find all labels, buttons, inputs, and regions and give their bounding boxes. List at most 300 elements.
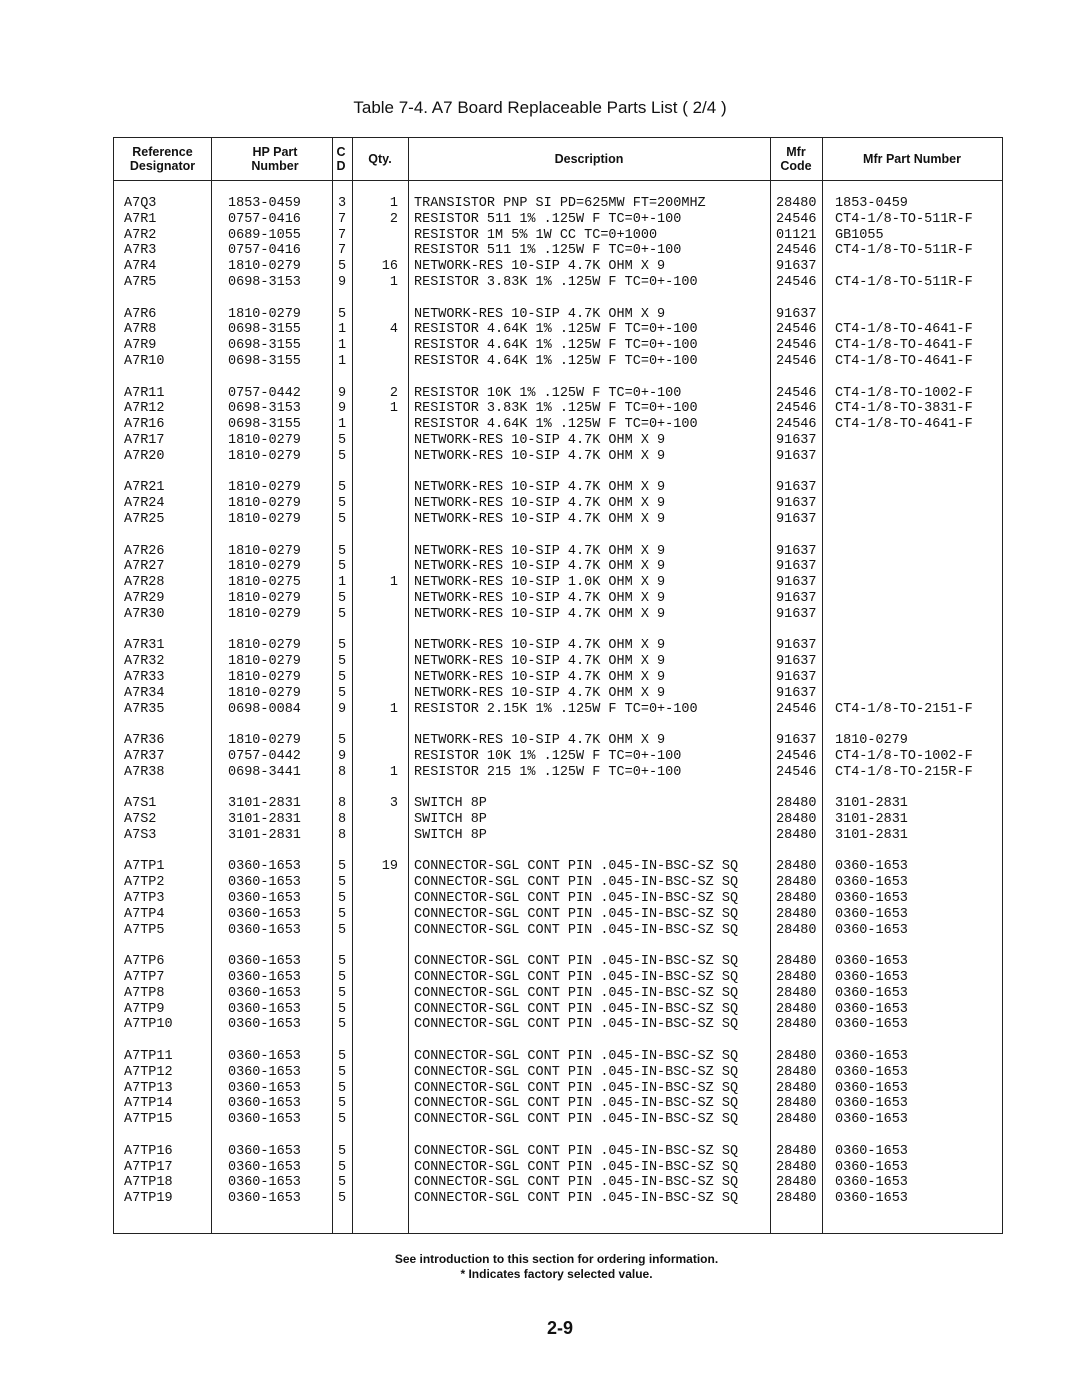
cell-hp-part-number: 0689-1055 — [228, 227, 301, 243]
cell-cd: 5 — [338, 1001, 347, 1017]
cell-description: NETWORK-RES 10-SIP 4.7K OHM X 9 — [414, 496, 666, 512]
cell-mfr-code: 24546 — [776, 764, 817, 780]
cell-reference-designator: A7S2 — [124, 812, 157, 828]
table-row — [114, 733, 1002, 749]
cell-cd: 8 — [338, 796, 347, 812]
cell-reference-designator: A7TP9 — [124, 1001, 165, 1017]
cell-description: CONNECTOR-SGL CONT PIN .045-IN-BSC-SZ SQ — [414, 922, 739, 938]
cell-reference-designator: A7R28 — [124, 575, 165, 591]
cell-qty: 1 — [389, 196, 398, 211]
cell-description: RESISTOR 4.64K 1% .125W F TC=0+-100 — [414, 353, 698, 369]
cell-mfr-part-number: 0360-1653 — [835, 1143, 908, 1159]
cell-description: CONNECTOR-SGL CONT PIN .045-IN-BSC-SZ SQ — [414, 1191, 739, 1207]
cell-hp-part-number: 1810-0279 — [228, 259, 301, 275]
cell-cd: 8 — [338, 812, 347, 828]
cell-mfr-part-number: 0360-1653 — [835, 875, 908, 891]
group-spacer — [114, 1128, 1002, 1144]
cell-mfr-part-number: 0360-1653 — [835, 1001, 908, 1017]
cell-description: NETWORK-RES 10-SIP 4.7K OHM X 9 — [414, 259, 666, 275]
cell-cd: 5 — [338, 1049, 347, 1065]
cell-description: RESISTOR 511 1% .125W F TC=0+-100 — [414, 211, 682, 227]
cell-hp-part-number: 1810-0279 — [228, 638, 301, 654]
cell-cd: 9 — [338, 701, 347, 717]
cell-description: CONNECTOR-SGL CONT PIN .045-IN-BSC-SZ SQ — [414, 985, 739, 1001]
cell-mfr-code: 28480 — [776, 196, 817, 211]
cell-description: RESISTOR 10K 1% .125W F TC=0+-100 — [414, 748, 682, 764]
cell-hp-part-number: 1853-0459 — [228, 196, 301, 211]
cell-hp-part-number: 0698-3441 — [228, 764, 301, 780]
table-row — [114, 1081, 1002, 1097]
cell-cd: 5 — [338, 590, 347, 606]
group-spacer — [114, 623, 1002, 639]
cell-cd: 5 — [338, 559, 347, 575]
cell-cd: 5 — [338, 638, 347, 654]
cell-mfr-code: 28480 — [776, 1096, 817, 1112]
cell-description: RESISTOR 511 1% .125W F TC=0+-100 — [414, 243, 682, 259]
cell-mfr-code: 28480 — [776, 1064, 817, 1080]
cell-description: CONNECTOR-SGL CONT PIN .045-IN-BSC-SZ SQ — [414, 1080, 739, 1096]
cell-hp-part-number: 0757-0416 — [228, 211, 301, 227]
cell-qty: 1 — [389, 764, 398, 780]
group-spacer — [114, 370, 1002, 386]
cell-mfr-code: 91637 — [776, 590, 817, 606]
table-row — [114, 607, 1002, 623]
cell-hp-part-number: 1810-0279 — [228, 448, 301, 464]
cell-description: NETWORK-RES 10-SIP 4.7K OHM X 9 — [414, 654, 666, 670]
cell-reference-designator: A7TP3 — [124, 891, 165, 907]
cell-mfr-code: 28480 — [776, 812, 817, 828]
cell-reference-designator: A7R37 — [124, 748, 165, 764]
cell-mfr-code: 24546 — [776, 748, 817, 764]
cell-qty: 16 — [381, 259, 398, 275]
cell-hp-part-number: 3101-2831 — [228, 827, 301, 843]
cell-description: CONNECTOR-SGL CONT PIN .045-IN-BSC-SZ SQ — [414, 891, 739, 907]
table-row — [114, 480, 1002, 496]
cell-mfr-code: 28480 — [776, 1143, 817, 1159]
table-row — [114, 749, 1002, 765]
table-row — [114, 338, 1002, 354]
cell-description: CONNECTOR-SGL CONT PIN .045-IN-BSC-SZ SQ — [414, 1143, 739, 1159]
cell-description: CONNECTOR-SGL CONT PIN .045-IN-BSC-SZ SQ — [414, 1175, 739, 1191]
cell-reference-designator: A7TP5 — [124, 922, 165, 938]
cell-cd: 3 — [338, 196, 347, 211]
cell-cd: 7 — [338, 227, 347, 243]
cell-reference-designator: A7R1 — [124, 211, 157, 227]
table-row — [114, 544, 1002, 560]
cell-cd: 7 — [338, 211, 347, 227]
cell-mfr-part-number: 0360-1653 — [835, 1064, 908, 1080]
cell-mfr-code: 24546 — [776, 385, 817, 401]
table-row — [114, 686, 1002, 702]
cell-cd: 5 — [338, 906, 347, 922]
cell-reference-designator: A7R16 — [124, 417, 165, 433]
cell-mfr-part-number: 0360-1653 — [835, 1191, 908, 1207]
table-header — [114, 138, 1002, 181]
cell-description: NETWORK-RES 10-SIP 4.7K OHM X 9 — [414, 480, 666, 496]
cell-description: SWITCH 8P — [414, 796, 487, 812]
cell-reference-designator: A7R29 — [124, 590, 165, 606]
group-spacer — [114, 780, 1002, 796]
cell-mfr-code: 01121 — [776, 227, 817, 243]
cell-cd: 5 — [338, 306, 347, 322]
cell-reference-designator: A7TP11 — [124, 1049, 173, 1065]
cell-mfr-part-number: 0360-1653 — [835, 1096, 908, 1112]
cell-mfr-code: 28480 — [776, 985, 817, 1001]
cell-mfr-code: 28480 — [776, 906, 817, 922]
cell-reference-designator: A7R10 — [124, 353, 165, 369]
cell-description: SWITCH 8P — [414, 812, 487, 828]
cell-reference-designator: A7R36 — [124, 733, 165, 749]
cell-cd: 5 — [338, 654, 347, 670]
cell-mfr-part-number: 0360-1653 — [835, 954, 908, 970]
cell-hp-part-number: 0360-1653 — [228, 891, 301, 907]
table-row — [114, 638, 1002, 654]
cell-cd: 5 — [338, 875, 347, 891]
cell-mfr-part-number: 0360-1653 — [835, 859, 908, 875]
cell-description: NETWORK-RES 10-SIP 4.7K OHM X 9 — [414, 448, 666, 464]
cell-cd: 5 — [338, 1175, 347, 1191]
cell-description: RESISTOR 3.83K 1% .125W F TC=0+-100 — [414, 401, 698, 417]
cell-description: RESISTOR 2.15K 1% .125W F TC=0+-100 — [414, 701, 698, 717]
cell-cd: 9 — [338, 385, 347, 401]
table-row — [114, 559, 1002, 575]
cell-mfr-code: 28480 — [776, 1159, 817, 1175]
cell-hp-part-number: 0360-1653 — [228, 1049, 301, 1065]
cell-mfr-part-number: 0360-1653 — [835, 1159, 908, 1175]
cell-cd: 8 — [338, 827, 347, 843]
cell-cd: 9 — [338, 401, 347, 417]
cell-cd: 1 — [338, 338, 347, 354]
table-row — [114, 228, 1002, 244]
cell-description: CONNECTOR-SGL CONT PIN .045-IN-BSC-SZ SQ — [414, 1159, 739, 1175]
cell-reference-designator: A7TP18 — [124, 1175, 173, 1191]
header-reference-designator: Reference Designator — [129, 145, 196, 173]
cell-hp-part-number: 0360-1653 — [228, 1001, 301, 1017]
cell-cd: 5 — [338, 1112, 347, 1128]
cell-qty: 4 — [389, 322, 398, 338]
table-row — [114, 812, 1002, 828]
cell-mfr-part-number: CT4-1/8-TO-1002-F — [835, 748, 973, 764]
cell-reference-designator: A7R11 — [124, 385, 165, 401]
cell-mfr-part-number: 0360-1653 — [835, 922, 908, 938]
table-row — [114, 275, 1002, 291]
cell-mfr-part-number: 3101-2831 — [835, 796, 908, 812]
cell-reference-designator: A7R20 — [124, 448, 165, 464]
cell-reference-designator: A7R5 — [124, 274, 157, 290]
cell-reference-designator: A7Q3 — [124, 196, 157, 211]
table-body — [114, 196, 1002, 1207]
cell-mfr-code: 91637 — [776, 559, 817, 575]
cell-description: NETWORK-RES 10-SIP 4.7K OHM X 9 — [414, 511, 666, 527]
cell-mfr-code: 24546 — [776, 211, 817, 227]
cell-cd: 5 — [338, 511, 347, 527]
cell-cd: 1 — [338, 575, 347, 591]
table-row — [114, 417, 1002, 433]
table-row — [114, 575, 1002, 591]
cell-hp-part-number: 0360-1653 — [228, 1143, 301, 1159]
cell-qty: 19 — [381, 859, 398, 875]
cell-mfr-code: 91637 — [776, 606, 817, 622]
cell-cd: 5 — [338, 543, 347, 559]
cell-reference-designator: A7TP1 — [124, 859, 165, 875]
factory-selected-note: * Indicates factory selected value. — [460, 1267, 653, 1281]
cell-description: RESISTOR 3.83K 1% .125W F TC=0+-100 — [414, 274, 698, 290]
cell-mfr-code: 28480 — [776, 1049, 817, 1065]
cell-mfr-part-number: 0360-1653 — [835, 891, 908, 907]
cell-hp-part-number: 0360-1653 — [228, 1064, 301, 1080]
cell-reference-designator: A7TP2 — [124, 875, 165, 891]
cell-description: RESISTOR 1M 5% 1W CC TC=0+1000 — [414, 227, 658, 243]
cell-description: NETWORK-RES 10-SIP 1.0K OHM X 9 — [414, 575, 666, 591]
cell-reference-designator: A7R27 — [124, 559, 165, 575]
cell-cd: 5 — [338, 432, 347, 448]
cell-mfr-code: 28480 — [776, 1175, 817, 1191]
cell-hp-part-number: 1810-0279 — [228, 543, 301, 559]
cell-reference-designator: A7R31 — [124, 638, 165, 654]
cell-hp-part-number: 0360-1653 — [228, 985, 301, 1001]
cell-qty: 1 — [389, 401, 398, 417]
cell-mfr-code: 91637 — [776, 575, 817, 591]
group-spacer — [114, 938, 1002, 954]
cell-mfr-code: 91637 — [776, 733, 817, 749]
cell-hp-part-number: 1810-0279 — [228, 306, 301, 322]
table-row — [114, 907, 1002, 923]
cell-mfr-part-number: CT4-1/8-TO-4641-F — [835, 417, 973, 433]
cell-mfr-part-number: 0360-1653 — [835, 970, 908, 986]
cell-cd: 1 — [338, 322, 347, 338]
table-row — [114, 859, 1002, 875]
cell-reference-designator: A7TP16 — [124, 1143, 173, 1159]
cell-hp-part-number: 1810-0279 — [228, 511, 301, 527]
cell-hp-part-number: 0360-1653 — [228, 859, 301, 875]
cell-mfr-code: 24546 — [776, 274, 817, 290]
cell-mfr-part-number: 0360-1653 — [835, 1112, 908, 1128]
table-row — [114, 322, 1002, 338]
cell-cd: 5 — [338, 970, 347, 986]
table-row — [114, 670, 1002, 686]
cell-mfr-code: 24546 — [776, 322, 817, 338]
cell-mfr-code: 24546 — [776, 417, 817, 433]
table-row — [114, 1191, 1002, 1207]
cell-mfr-part-number: 0360-1653 — [835, 1017, 908, 1033]
cell-reference-designator: A7TP7 — [124, 970, 165, 986]
header-cd: C D — [336, 145, 346, 173]
cell-mfr-part-number: 0360-1653 — [835, 985, 908, 1001]
cell-reference-designator: A7TP6 — [124, 954, 165, 970]
cell-hp-part-number: 0360-1653 — [228, 906, 301, 922]
cell-description: RESISTOR 4.64K 1% .125W F TC=0+-100 — [414, 322, 698, 338]
table-row — [114, 986, 1002, 1002]
cell-cd: 1 — [338, 353, 347, 369]
cell-description: NETWORK-RES 10-SIP 4.7K OHM X 9 — [414, 733, 666, 749]
cell-description: NETWORK-RES 10-SIP 4.7K OHM X 9 — [414, 432, 666, 448]
cell-reference-designator: A7R9 — [124, 338, 157, 354]
cell-reference-designator: A7R30 — [124, 606, 165, 622]
cell-mfr-code: 28480 — [776, 1191, 817, 1207]
table-row — [114, 828, 1002, 844]
cell-reference-designator: A7R34 — [124, 685, 165, 701]
table-row — [114, 875, 1002, 891]
cell-hp-part-number: 1810-0279 — [228, 733, 301, 749]
cell-description: CONNECTOR-SGL CONT PIN .045-IN-BSC-SZ SQ — [414, 1064, 739, 1080]
cell-qty: 1 — [389, 575, 398, 591]
cell-reference-designator: A7R35 — [124, 701, 165, 717]
cell-reference-designator: A7R32 — [124, 654, 165, 670]
cell-description: CONNECTOR-SGL CONT PIN .045-IN-BSC-SZ SQ — [414, 906, 739, 922]
group-spacer — [114, 717, 1002, 733]
table-title: Table 7-4. A7 Board Replaceable Parts List ( 2/4 ) — [353, 98, 727, 117]
table-row — [114, 1096, 1002, 1112]
cell-qty: 1 — [389, 274, 398, 290]
cell-hp-part-number: 3101-2831 — [228, 812, 301, 828]
cell-mfr-code: 91637 — [776, 432, 817, 448]
cell-mfr-code: 91637 — [776, 496, 817, 512]
cell-cd: 5 — [338, 1017, 347, 1033]
cell-reference-designator: A7R26 — [124, 543, 165, 559]
cell-mfr-code: 91637 — [776, 306, 817, 322]
cell-reference-designator: A7S3 — [124, 827, 157, 843]
cell-hp-part-number: 0698-3155 — [228, 338, 301, 354]
cell-mfr-code: 28480 — [776, 1017, 817, 1033]
cell-mfr-part-number: 0360-1653 — [835, 906, 908, 922]
cell-mfr-code: 91637 — [776, 638, 817, 654]
cell-mfr-code: 28480 — [776, 891, 817, 907]
table-row — [114, 1049, 1002, 1065]
cell-hp-part-number: 0360-1653 — [228, 1096, 301, 1112]
cell-hp-part-number: 0698-3153 — [228, 274, 301, 290]
cell-cd: 5 — [338, 1096, 347, 1112]
cell-description: CONNECTOR-SGL CONT PIN .045-IN-BSC-SZ SQ — [414, 1096, 739, 1112]
cell-mfr-part-number: CT4-1/8-TO-4641-F — [835, 338, 973, 354]
cell-hp-part-number: 1810-0279 — [228, 559, 301, 575]
cell-reference-designator: A7S1 — [124, 796, 157, 812]
table-row — [114, 654, 1002, 670]
cell-reference-designator: A7TP8 — [124, 985, 165, 1001]
group-spacer — [114, 1033, 1002, 1049]
cell-reference-designator: A7R17 — [124, 432, 165, 448]
table-row — [114, 401, 1002, 417]
cell-cd: 5 — [338, 1080, 347, 1096]
cell-hp-part-number: 0698-3155 — [228, 322, 301, 338]
cell-reference-designator: A7TP12 — [124, 1064, 173, 1080]
cell-hp-part-number: 1810-0279 — [228, 685, 301, 701]
cell-cd: 5 — [338, 496, 347, 512]
cell-description: CONNECTOR-SGL CONT PIN .045-IN-BSC-SZ SQ — [414, 1049, 739, 1065]
cell-hp-part-number: 0360-1653 — [228, 1159, 301, 1175]
cell-mfr-part-number: 0360-1653 — [835, 1049, 908, 1065]
parts-table — [113, 137, 1003, 1234]
table-row — [114, 496, 1002, 512]
table-row — [114, 923, 1002, 939]
cell-hp-part-number: 0757-0442 — [228, 385, 301, 401]
table-row — [114, 386, 1002, 402]
cell-description: RESISTOR 4.64K 1% .125W F TC=0+-100 — [414, 338, 698, 354]
cell-cd: 5 — [338, 1159, 347, 1175]
header-description: Description — [554, 152, 624, 166]
table-row — [114, 1175, 1002, 1191]
cell-hp-part-number: 0698-0084 — [228, 701, 301, 717]
cell-mfr-code: 24546 — [776, 243, 817, 259]
cell-hp-part-number: 0698-3155 — [228, 353, 301, 369]
cell-cd: 5 — [338, 954, 347, 970]
cell-cd: 5 — [338, 259, 347, 275]
table-row — [114, 796, 1002, 812]
cell-description: CONNECTOR-SGL CONT PIN .045-IN-BSC-SZ SQ — [414, 970, 739, 986]
cell-hp-part-number: 3101-2831 — [228, 796, 301, 812]
header-qty: Qty. — [368, 152, 392, 166]
cell-reference-designator: A7TP10 — [124, 1017, 173, 1033]
cell-reference-designator: A7R6 — [124, 306, 157, 322]
cell-description: CONNECTOR-SGL CONT PIN .045-IN-BSC-SZ SQ — [414, 859, 739, 875]
cell-reference-designator: A7TP4 — [124, 906, 165, 922]
cell-hp-part-number: 1810-0279 — [228, 496, 301, 512]
cell-mfr-part-number: CT4-1/8-TO-4641-F — [835, 353, 973, 369]
cell-description: CONNECTOR-SGL CONT PIN .045-IN-BSC-SZ SQ — [414, 1001, 739, 1017]
cell-description: NETWORK-RES 10-SIP 4.7K OHM X 9 — [414, 638, 666, 654]
cell-reference-designator: A7TP13 — [124, 1080, 173, 1096]
cell-cd: 5 — [338, 669, 347, 685]
cell-mfr-part-number: CT4-1/8-TO-4641-F — [835, 322, 973, 338]
cell-mfr-part-number: CT4-1/8-TO-511R-F — [835, 211, 973, 227]
cell-mfr-code: 91637 — [776, 685, 817, 701]
ordering-note: See introduction to this section for ordering information. — [394, 1252, 719, 1266]
table-row — [114, 702, 1002, 718]
cell-description: NETWORK-RES 10-SIP 4.7K OHM X 9 — [414, 669, 666, 685]
cell-mfr-part-number: CT4-1/8-TO-511R-F — [835, 243, 973, 259]
cell-hp-part-number: 0360-1653 — [228, 1112, 301, 1128]
cell-mfr-part-number: 1810-0279 — [835, 733, 908, 749]
cell-cd: 5 — [338, 733, 347, 749]
cell-reference-designator: A7R24 — [124, 496, 165, 512]
cell-reference-designator: A7R3 — [124, 243, 157, 259]
table-row — [114, 433, 1002, 449]
cell-cd: 5 — [338, 891, 347, 907]
group-spacer — [114, 291, 1002, 307]
cell-mfr-code: 91637 — [776, 654, 817, 670]
cell-cd: 9 — [338, 274, 347, 290]
table-row — [114, 354, 1002, 370]
cell-cd: 5 — [338, 1143, 347, 1159]
cell-mfr-code: 28480 — [776, 1112, 817, 1128]
cell-hp-part-number: 0360-1653 — [228, 875, 301, 891]
header-mfr-part-number: Mfr Part Number — [863, 152, 961, 166]
cell-hp-part-number: 0360-1653 — [228, 1017, 301, 1033]
cell-mfr-part-number: 3101-2831 — [835, 812, 908, 828]
cell-cd: 5 — [338, 922, 347, 938]
cell-reference-designator: A7TP15 — [124, 1112, 173, 1128]
cell-reference-designator: A7TP17 — [124, 1159, 173, 1175]
cell-cd: 5 — [338, 480, 347, 496]
cell-reference-designator: A7R12 — [124, 401, 165, 417]
cell-mfr-part-number: 1853-0459 — [835, 196, 908, 211]
cell-cd: 7 — [338, 243, 347, 259]
cell-hp-part-number: 0360-1653 — [228, 970, 301, 986]
table-row — [114, 1002, 1002, 1018]
cell-hp-part-number: 0360-1653 — [228, 1191, 301, 1207]
cell-hp-part-number: 1810-0279 — [228, 432, 301, 448]
group-spacer — [114, 465, 1002, 481]
cell-reference-designator: A7R21 — [124, 480, 165, 496]
cell-hp-part-number: 1810-0279 — [228, 480, 301, 496]
header-mfr-code: Mfr Code — [780, 145, 812, 173]
table-row — [114, 891, 1002, 907]
cell-hp-part-number: 0757-0442 — [228, 748, 301, 764]
cell-description: NETWORK-RES 10-SIP 4.7K OHM X 9 — [414, 559, 666, 575]
cell-mfr-code: 91637 — [776, 543, 817, 559]
cell-mfr-part-number: 3101-2831 — [835, 827, 908, 843]
cell-mfr-code: 24546 — [776, 353, 817, 369]
table-row — [114, 259, 1002, 275]
